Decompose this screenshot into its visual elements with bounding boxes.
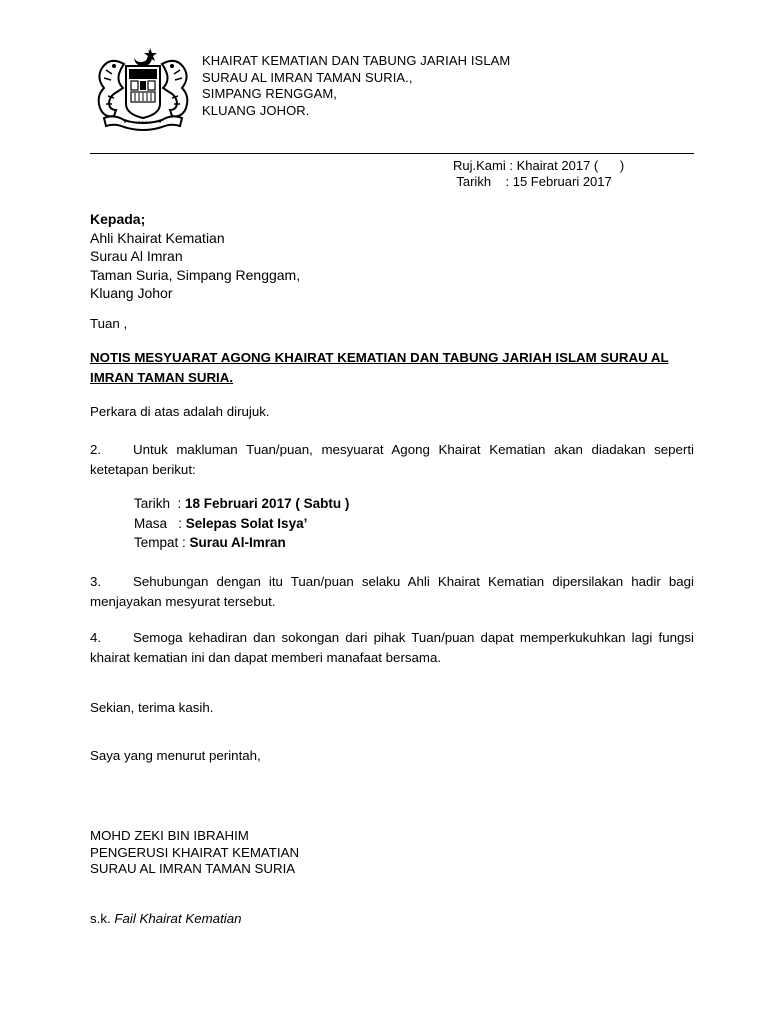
paragraph-text: Sehubungan dengan itu Tuan/puan selaku Ahli Khairat Kematian dipersilakan hadir bagi menjayakan mesyurat tersebut. — [90, 574, 694, 609]
signatory-name: MOHD ZEKI BIN IBRAHIM — [90, 828, 249, 843]
cc-text: Fail Khairat Kematian — [114, 911, 242, 926]
paragraph-text: Semoga kehadiran dan sokongan dari pihak Tuan/puan dapat memperkukuhkan lagi fungsi khairat kematian ini dan dapat memberi manafaat bersama. — [90, 630, 694, 665]
coat-of-arms-logo — [94, 44, 192, 132]
letterhead-line: KLUANG JOHOR. — [202, 102, 310, 118]
venue-value: Surau Al-Imran — [189, 535, 286, 550]
date-value: 18 Februari 2017 ( Sabtu ) — [185, 496, 350, 511]
signatory-block — [90, 828, 299, 878]
venue-label: Tempat : — [134, 535, 190, 550]
time-value: Selepas Solat Isya’ — [185, 515, 308, 531]
recipient-heading: Kepada; — [90, 211, 146, 227]
paragraph-number: 2. — [90, 442, 102, 457]
signatory-title: PENGERUSI KHAIRAT KEMATIAN — [90, 844, 300, 860]
intro-paragraph: Perkara di atas adalah dirujuk. — [90, 404, 270, 419]
header-divider — [90, 153, 694, 154]
cc-prefix: s.k. — [90, 911, 115, 926]
recipient-address — [90, 210, 300, 303]
reference-number: Ruj.Kami : Khairat 2017 ( ) — [453, 158, 625, 173]
sign-off: Saya yang menurut perintah, — [90, 748, 261, 763]
paragraph-2 — [90, 440, 694, 479]
signatory-org: SURAU AL IMRAN TAMAN SURIA — [90, 861, 296, 876]
recipient-line: Ahli Khairat Kematian — [90, 229, 225, 246]
paragraph-4 — [90, 628, 694, 667]
closing-line: Sekian, terima kasih. — [90, 700, 214, 715]
recipient-line: Kluang Johor — [90, 285, 173, 301]
paragraph-number: 3. — [90, 574, 102, 589]
paragraph-text: Untuk makluman Tuan/puan, mesyuarat Agong Khairat Kematian akan diadakan seperti ketetapan berikut: — [90, 442, 694, 477]
salutation: Tuan , — [90, 316, 128, 331]
letterhead-line: SIMPANG RENGGAM, — [202, 86, 337, 101]
subject-title: NOTIS MESYUARAT AGONG KHAIRAT KEMATIAN DAN TABUNG JARIAH ISLAM SURAU AL IMRAN TAMAN SURIA. — [90, 350, 669, 385]
reference-block — [453, 158, 624, 190]
recipient-line: Taman Suria, Simpang Renggam, — [90, 266, 301, 283]
letterhead-line: KHAIRAT KEMATIAN DAN TABUNG JARIAH ISLAM — [202, 53, 511, 68]
meeting-details — [134, 494, 349, 553]
date-label: Tarikh : — [134, 496, 186, 511]
time-label: Masa : — [134, 515, 186, 531]
letterhead-line: SURAU AL IMRAN TAMAN SURIA., — [202, 69, 413, 85]
reference-date: Tarikh : 15 Februari 2017 — [453, 174, 612, 189]
paragraph-number: 4. — [90, 630, 102, 645]
paragraph-3 — [90, 572, 694, 611]
carbon-copy — [90, 911, 242, 926]
recipient-line: Surau Al Imran — [90, 248, 183, 264]
letterhead — [202, 53, 510, 119]
